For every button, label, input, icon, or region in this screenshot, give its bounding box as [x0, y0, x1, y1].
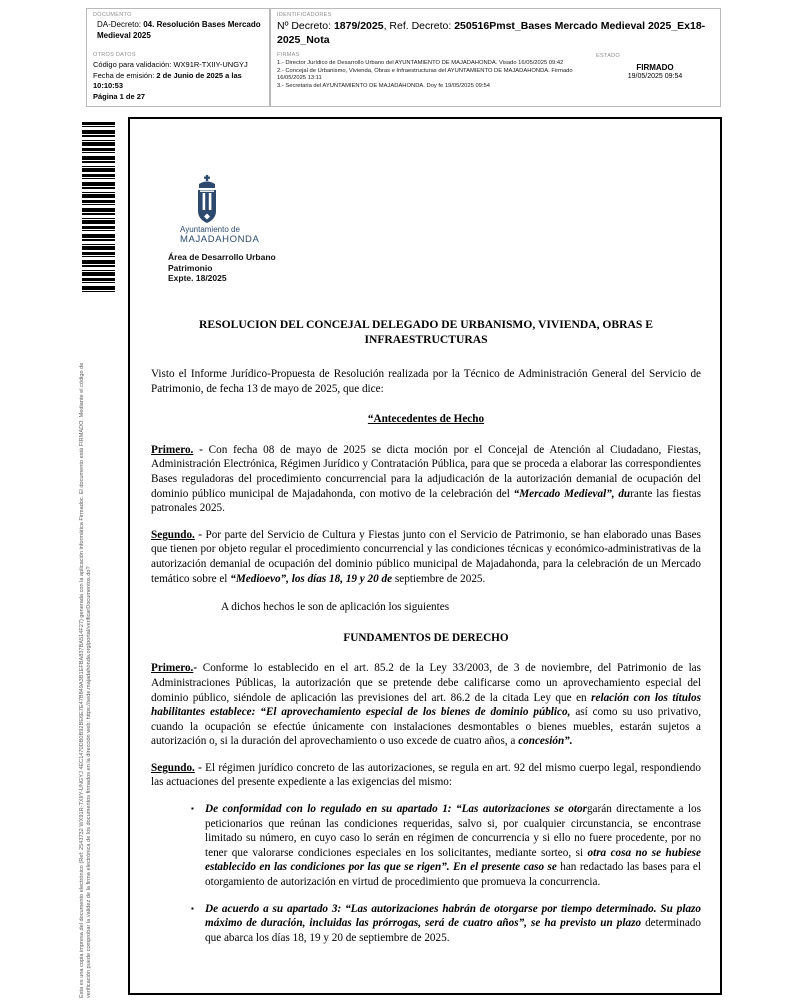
- org-name: [180, 225, 259, 245]
- numero-pagina: Página 1 de 27: [93, 91, 146, 101]
- firma-item: 3.- Secretaria del AYUNTAMIENTO DE MAJADAHONDA. Doy fe 19/05/2025 09:54: [277, 82, 490, 89]
- paragraph: A dichos hechos le son de aplicación los siguientes: [221, 601, 450, 614]
- decreto-identifier: Nº Decreto: 1879/2025, Ref. Decreto: 250516Pmst_Bases Mercado Medieval 2025_Ex18-2025_Nota: [277, 20, 706, 46]
- estado-date: 19/05/2025 09:54: [627, 73, 683, 80]
- identificadores-label: IDENTIFICADORES: [277, 12, 332, 18]
- org-name-line2: MAJADAHONDA: [180, 234, 260, 245]
- verification-line-2: verificación puede comprobar la validez de la firma electrónica de los documentos firmados en la dirección web: https://sede.majadahonda.org/portal/verificarDocumentos.do?: [86, 566, 93, 998]
- page-letterhead: [130, 119, 720, 317]
- verification-sidebar-text: [79, 306, 93, 998]
- resolution-text: [151, 367, 701, 945]
- department-block: [168, 252, 276, 284]
- header-box-firmas: [270, 49, 721, 107]
- org-name-line1: Ayuntamiento de: [180, 225, 240, 234]
- section-heading: “Antecedentes de Hecho: [367, 413, 485, 426]
- majadahonda-crest-icon: [191, 175, 223, 225]
- paragraph: Primero. - Con fecha 08 de mayo de 2025 se dicta moción por el Concejal de Atención al Ciudadano, Fiestas, Administración Electrónica, Régimen Jurídico y Contratación Pública, para que se proceda a elaborar las correspondientes Bases reguladoras del procedimiento concurrencial para la adjudicación de la autorización demanial de ocupación del dominio público municipal de Majadahonda, con motivo de la celebración del “Mercado Medieval”, durante las fiestas patronales 2025.: [151, 443, 701, 515]
- estado-label: ESTADO: [596, 53, 621, 59]
- estado-panel: [596, 52, 714, 103]
- verification-line-1: Esta es una copia impresa del documento electrónico (Ref: 2543732 WX91R-TXIIY-UNGYJ 4EC1470DB0B92BE6E7E47B849A3B1EFBA837BA514F27) generada con la aplicación informática Firmadoc. El documento está FIRMADO. Mediante el código de: [79, 362, 85, 998]
- firma-item: 1.- Director Jurídico de Desarrollo Urbano del AYUNTAMIENTO DE MAJADAHONDA. Visado 16/05/2025 09:42: [277, 60, 564, 66]
- paragraph: Visto el Informe Jurídico-Propuesta de Resolución realizada por la Técnico de Administración General del Servicio de Patrimonio, de fecha 13 de mayo de 2025, que dice:: [151, 368, 701, 395]
- department-service: Patrimonio: [168, 262, 213, 273]
- document-page: [128, 117, 722, 995]
- otros-datos-label: OTROS DATOS: [93, 52, 136, 58]
- header-box-identificadores: [270, 8, 721, 50]
- section-heading: FUNDAMENTOS DE DERECHO: [343, 631, 509, 644]
- paragraph: Segundo. - El régimen jurídico concreto de las autorizaciones, se regula en art. 92 del mismo cuerpo legal, respondiendo las actuaciones del presente expediente a las exigencias del mismo:: [151, 761, 701, 789]
- bullet-text: De acuerdo a su apartado 3: “Las autorizaciones habrán de otorgarse por tiempo determinado. Su plazo máximo de duración, incluidas las prórrogas, será de cuatro años”, se ha previsto un plazo determinado que abarca los días 18, 19 y 20 de septiembre de 2025.: [205, 902, 701, 944]
- header-box-otros-datos: [86, 49, 270, 107]
- fecha-emision: Fecha de emisión: 2 de Junio de 2025 a las 10:10:53: [93, 70, 242, 90]
- firmas-list: [277, 60, 596, 90]
- bullet-item: [151, 902, 701, 946]
- document-body: [151, 317, 701, 945]
- department-area: Área de Desarrollo Urbano: [168, 252, 276, 262]
- resolution-title: RESOLUCION DEL CONCEJAL DELEGADO DE URBANISMO, VIVIENDA, OBRAS E INFRAESTRUCTURAS: [199, 318, 653, 346]
- firmas-label: FIRMAS: [277, 52, 300, 58]
- codigo-validacion: Código para validación: WX91R-TXIIY-UNGYJ: [93, 60, 248, 69]
- documento-value: DA-Decreto: 04. Resolución Bases Mercado Medieval 2025: [97, 20, 261, 40]
- bullet-item: [151, 802, 701, 890]
- header-box-documento: [86, 8, 270, 50]
- bullet-square-icon: ▪: [191, 804, 194, 814]
- estado-value: FIRMADO: [636, 63, 674, 72]
- expediente-number: Expte. 18/2025: [168, 273, 227, 283]
- paragraph: Primero.- Conforme lo establecido en el art. 85.2 de la Ley 33/2003, de 3 de noviembre, del Patrimonio de las Administraciones Públicas, la autorización que se pretende debe calificarse como un aprovechamiento especial del dominio público, siéndole de aplicación las previsiones del art. 86.2 de la citada Ley que en relación con los títulos habilitantes establece: “El aprovechamiento especial de los bienes de dominio público, así como su uso privativo, cuando la ocupación se efectúe únicamente con instalaciones desmontables o bienes muebles, estarán sujetos a autorización o, si la duración del aprovechamiento o uso excede de cuatro años, a concesión”.: [151, 662, 701, 748]
- bullet-square-icon: ▪: [191, 903, 194, 913]
- documento-label: DOCUMENTO: [93, 12, 132, 18]
- bullet-text: De conformidad con lo regulado en su apartado 1: “Las autorizaciones se otorgarán directamente a los peticionarios que reúnan las condiciones requeridas, salvo si, por cualquier circunstancia, se encontrase limitado su número, en cuyo caso lo serán en régimen de concurrencia y si ello no fuere procedente, por no tener que valorarse condiciones especiales en los solicitantes, mediante sorteo, si otra cosa no se hubiese establecido en las condiciones por las que se rigen”. En el presente caso se han redactado las bases para el otorgamiento de autorización en virtud de procedimiento que promueva la concurrencia.: [205, 803, 702, 889]
- firma-item: 2.- Concejal de Urbanismo, Vivienda, Obras e Infraestructuras del AYUNTAMIENTO DE MAJADAHONDA. Firmado 16/05/2025 13:11: [277, 67, 573, 82]
- barcode: [82, 122, 115, 292]
- paragraph: Segundo. - Por parte del Servicio de Cultura y Fiestas junto con el Servicio de Patrimonio, se han elaborado unas Bases que tienen por objeto regular el procedimiento concurrencial y las condiciones técnicas y económico-administrativas de la autorización demanial de ocupación del dominio público municipal de Majadahonda, para la celebración de un Mercado temático sobre el “Medioevo”, los días 18, 19 y 20 de septiembre de 2025.: [151, 528, 701, 585]
